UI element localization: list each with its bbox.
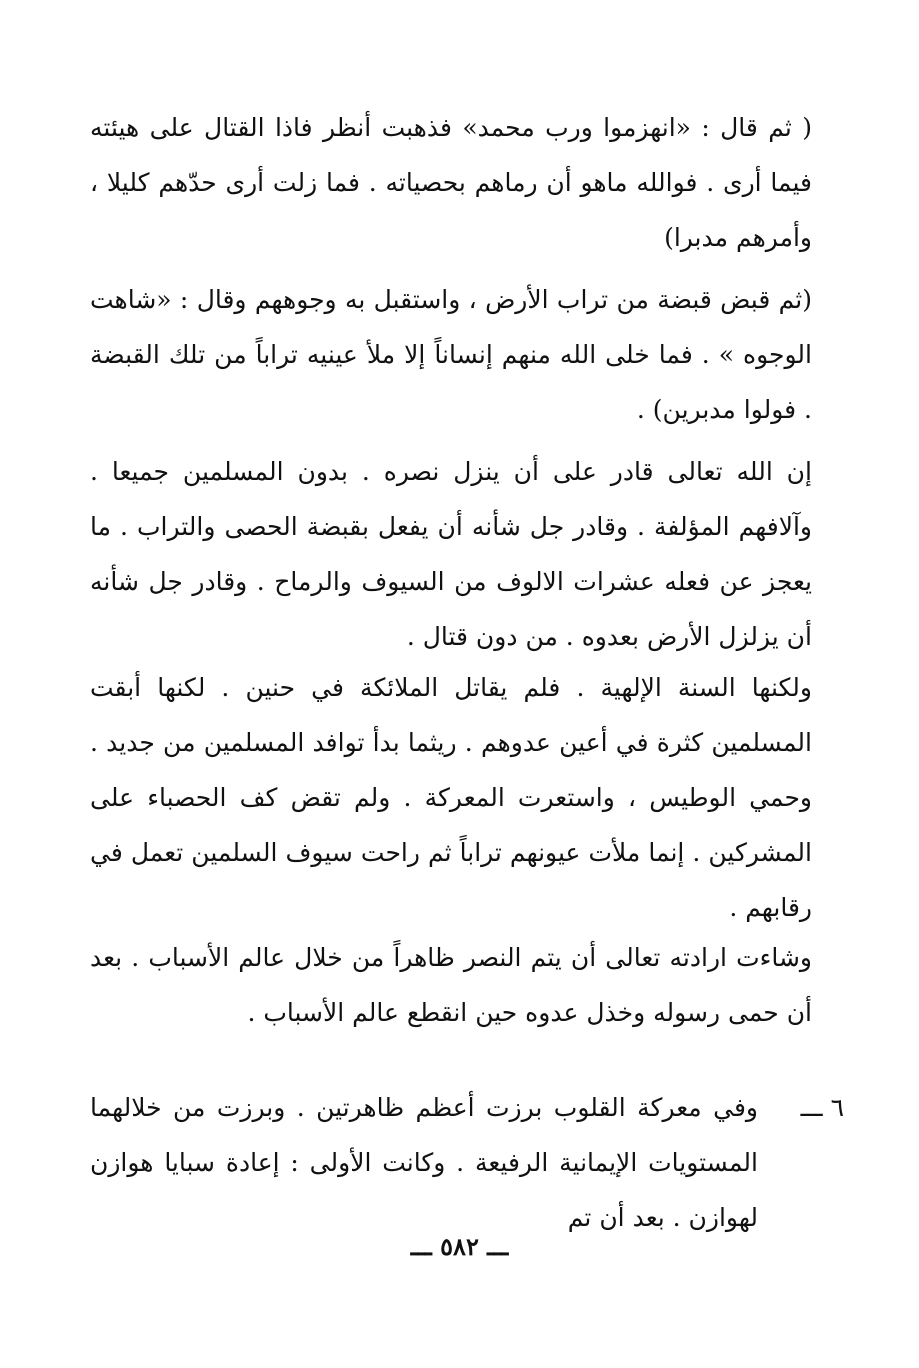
paragraph-4: ولكنها السنة الإلهية . فلم يقاتل الملائكة في حنين . لكنها أبقت المسلمين كثرة في أعين عدوهم . ريثما بدأ توافد المسلمين من جديد . وحمي الوطيس ، واستعرت المعركة . ولم تقض كف الحصباء على المشركين . إنما ملأت عيونهم تراباً ثم راحت سيوف السلمين تعمل في رقابهم . — [90, 673, 812, 922]
paragraph-1: ( ثم قال : «انهزموا ورب محمد» فذهبت أنظر فاذا القتال على هيئته فيما أرى . فوالله ماهو أن رماهم بحصياته . فما زلت أرى حدّهم كليلا ، وأمرهم مدبرا) — [90, 113, 812, 252]
paragraph-3: إن الله تعالى قادر على أن ينزل نصره . بدون المسلمين جميعا . وآلافهم المؤلفة . وقادر جل شأنه أن يفعل بقبضة الحصى والتراب . ما يعجز عن فعله عشرات الالوف من السيوف والرماح . وقادر جل شأنه أن يزلزل الأرض بعدوه . من دون قتال . — [90, 457, 812, 651]
list-item-number: ٦ ـــ — [800, 1093, 844, 1122]
list-item-text: وفي معركة القلوب برزت أعظم ظاهرتين . وبرزت من خلالهما المستويات الإيمانية الرفيعة . وكانت الأولى : إعادة سبايا هوازن لهوازن . بعد أن تم — [90, 1093, 758, 1232]
page-number: ـــ ٥٨٢ ـــ — [410, 1232, 509, 1261]
paragraph-2: (ثم قبض قبضة من تراب الأرض ، واستقبل به وجوههم وقال : «شاهت الوجوه » . فما خلى الله منهم إنساناً إلا ملأ عينيه تراباً من تلك القبضة . فولوا مدبرين) . — [90, 285, 812, 424]
paragraph-5: وشاءت ارادته تعالى أن يتم النصر ظاهراً من خلال عالم الأسباب . بعد أن حمى رسوله وخذل عدوه حين انقطع عالم الأسباب . — [90, 943, 812, 1027]
